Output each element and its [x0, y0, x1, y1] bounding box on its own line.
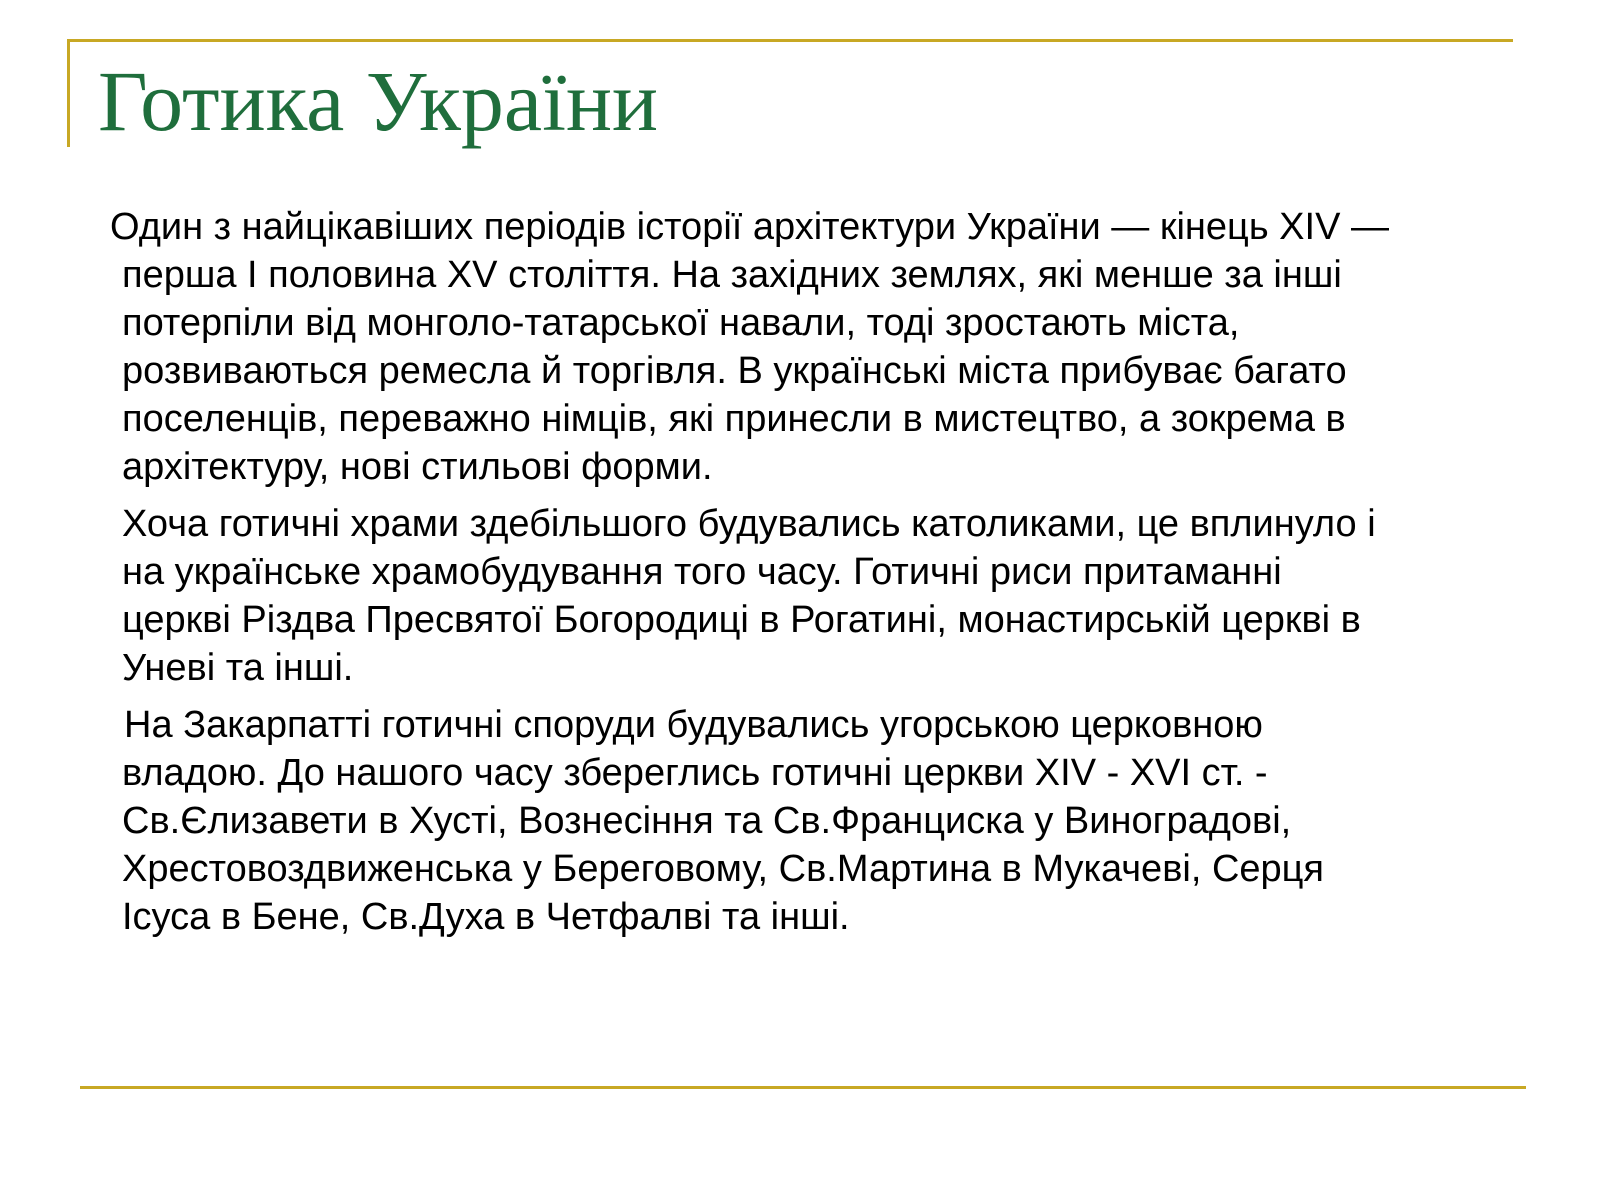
bottom-rule-divider: [80, 1086, 1526, 1089]
paragraph-gothic-period: Один з найцікавіших періодів історії архітектури України — кінець XIV — перша І половина XV століття. На західних землях, які менше за інші потерпіли від монголо-татарської навали, тоді зростають міста, розвиваються ремесла й торгівля. В українські міста прибуває багато поселенців, переважно німців, які принесли в мистецтво, а зокрема в архітектуру, нові стильові форми.: [110, 206, 1389, 488]
slide-title: Готика України: [98, 53, 659, 149]
paragraph-transcarpathia: На Закарпатті готичні споруди будувались угорською церковною владою. До нашого часу збереглись готичні церкви XIV - XVI ст. - Св.Єлизавети в Хусті, Вознесіння та Св.Франциска у Виноградові, Хрестовоздвиженська у Береговому, Св.Мартина в Мукачеві, Серця Ісуса в Бене, Св.Духа в Четфалві та інші.: [122, 704, 1324, 938]
paragraph-catholic-churches: Хоча готичні храми здебільшого будувались католиками, це вплинуло і на українське храмобудування того часу. Готичні риси притаманні церкві Різдва Пресвятої Богородиці в Рогатині, монастирській церкві в Уневі та інші.: [122, 503, 1376, 689]
top-rule-divider: [67, 39, 1513, 42]
left-rule-divider: [67, 39, 70, 147]
slide-body: [108, 203, 1398, 950]
